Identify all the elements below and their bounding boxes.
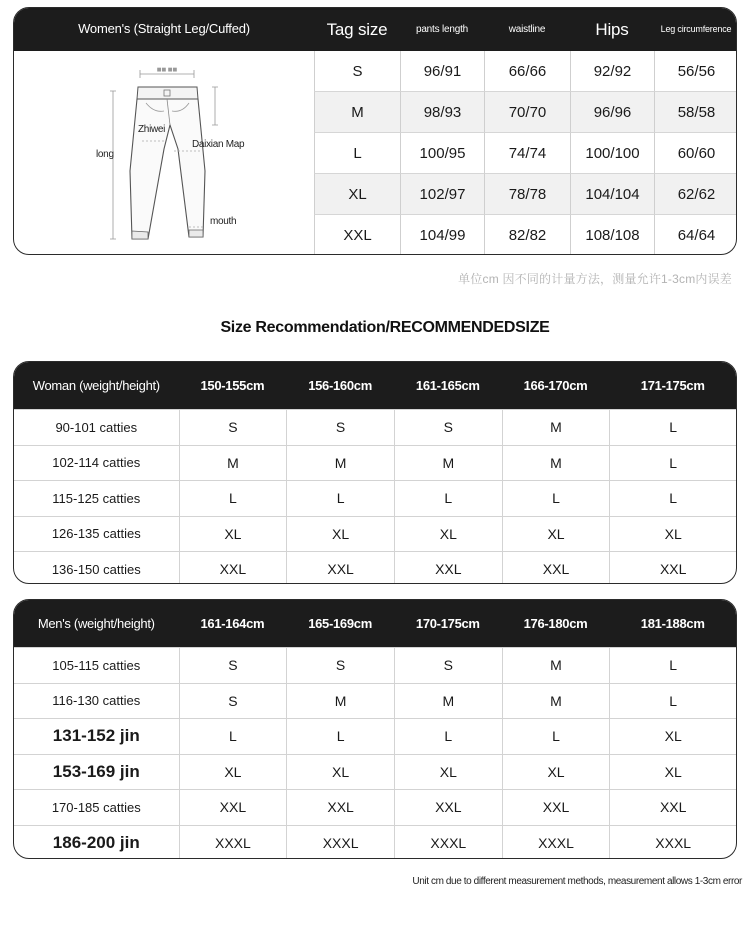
women-size-cell: S <box>179 410 287 445</box>
men-size-cell: L <box>609 648 736 683</box>
women-table-header <box>14 362 736 409</box>
measurement-cell-length: 104/99 <box>400 215 484 255</box>
women-size-cell: XL <box>286 517 394 552</box>
measurement-cell-waist: 70/70 <box>484 92 570 133</box>
men-weight-cell: 116-130 catties <box>52 693 141 709</box>
header-waistline: waistline <box>508 23 546 35</box>
men-size-cell: S <box>286 648 394 683</box>
women-height-header: 171-175cm <box>640 378 705 393</box>
header-pants-length: pants length <box>415 23 469 35</box>
measurement-cell-hips: 100/100 <box>570 133 654 174</box>
women-size-cell: M <box>502 410 610 445</box>
header-leg-circumference: Leg circumference <box>660 24 732 35</box>
measurement-cell-length: 98/93 <box>400 92 484 133</box>
measurement-row <box>314 215 737 255</box>
women-height-header: 150-155cm <box>200 378 265 393</box>
women-weight-cell: 115-125 catties <box>52 490 141 506</box>
measurement-cell-waist: 74/74 <box>484 133 570 174</box>
women-size-cell: M <box>394 446 502 481</box>
women-size-cell: L <box>609 481 736 516</box>
men-size-cell: XXL <box>609 790 736 825</box>
women-size-cell: L <box>179 481 287 516</box>
men-table-row <box>14 754 736 790</box>
men-size-cell: M <box>394 684 502 719</box>
men-size-cell: XXXL <box>609 826 736 860</box>
men-size-cell: XL <box>609 755 736 790</box>
men-size-cell: L <box>286 719 394 754</box>
women-weight-cell: 90-101 catties <box>55 419 138 435</box>
label-daixian-map: Daixian Map <box>192 139 245 150</box>
men-size-cell: S <box>394 648 502 683</box>
measurement-cell-waist: 66/66 <box>484 51 570 92</box>
measurement-cell-hips: 92/92 <box>570 51 654 92</box>
measurement-cell-leg: 62/62 <box>654 174 737 215</box>
men-size-cell: M <box>286 684 394 719</box>
men-size-cell: XL <box>609 719 736 754</box>
men-size-cell: L <box>179 719 287 754</box>
men-height-header: 170-175cm <box>415 616 480 631</box>
footer-note: Unit cm due to different measurement methods, measurement allows 1-3cm error <box>412 876 742 887</box>
women-height-header: 156-160cm <box>308 378 372 393</box>
women-size-cell: XL <box>609 517 736 552</box>
measurement-cell-hips: 104/104 <box>570 174 654 215</box>
women-size-cell: XL <box>502 517 610 552</box>
header-tag-size: Tag size <box>326 19 388 39</box>
men-size-cell: XL <box>394 755 502 790</box>
measurement-cell-length: 100/95 <box>400 133 484 174</box>
men-size-cell: XXXL <box>502 826 610 860</box>
men-size-cell: XXXL <box>286 826 394 860</box>
measurement-row <box>314 92 737 133</box>
style-title: Women's (Straight Leg/Cuffed) <box>78 21 250 37</box>
women-size-cell: L <box>286 481 394 516</box>
men-size-cell: M <box>502 684 610 719</box>
men-table-row <box>14 718 736 754</box>
men-size-cell: M <box>502 648 610 683</box>
women-size-cell: XXL <box>394 552 502 584</box>
measurement-cell-waist: 78/78 <box>484 174 570 215</box>
men-height-header: 165-169cm <box>308 616 372 631</box>
women-size-cell: XL <box>179 517 287 552</box>
women-size-cell: XXL <box>179 552 287 584</box>
measurement-chart <box>13 7 737 255</box>
measurement-cell-leg: 64/64 <box>654 215 737 255</box>
men-size-cell: XL <box>179 755 287 790</box>
women-size-cell: XXL <box>502 552 610 584</box>
header-hips: Hips <box>595 19 629 39</box>
men-weight-cell: 131-152 jin <box>52 726 140 746</box>
women-size-table <box>13 361 737 584</box>
recommend-title: Size Recommendation/RECOMMENDEDSIZE <box>220 319 550 336</box>
women-height-header: 166-170cm <box>523 378 588 393</box>
label-zhiwei: Zhiwei <box>138 124 166 135</box>
women-weight-cell: 102-114 catties <box>52 455 141 471</box>
men-size-cell: XXXL <box>394 826 502 860</box>
women-size-cell: M <box>179 446 287 481</box>
women-weight-cell: 136-150 catties <box>51 561 141 577</box>
measurement-cell-length: 102/97 <box>400 174 484 215</box>
men-size-cell: XXL <box>179 790 287 825</box>
women-size-cell: L <box>394 481 502 516</box>
men-table-row <box>14 647 736 683</box>
men-height-header: 181-188cm <box>640 616 705 631</box>
men-table-body <box>14 647 736 859</box>
measurement-table <box>314 51 737 255</box>
men-weight-cell: 186-200 jin <box>52 832 140 852</box>
measurement-cell-hips: 108/108 <box>570 215 654 255</box>
men-table-row <box>14 683 736 719</box>
women-size-cell: S <box>394 410 502 445</box>
women-size-cell: XXL <box>609 552 736 584</box>
pants-outline-icon <box>14 51 314 255</box>
men-weight-cell: 105-115 catties <box>52 657 141 673</box>
measurement-cell-length: 96/91 <box>400 51 484 92</box>
men-size-cell: S <box>179 648 287 683</box>
men-size-cell: L <box>394 719 502 754</box>
women-size-cell: XXL <box>286 552 394 584</box>
women-size-cell: S <box>286 410 394 445</box>
measurement-cell-size: S <box>314 51 400 92</box>
svg-text:■■ ■■: ■■ ■■ <box>156 67 178 73</box>
measurement-row <box>314 51 737 92</box>
men-size-cell: XXL <box>502 790 610 825</box>
men-table-row <box>14 825 736 860</box>
women-size-cell: L <box>609 410 736 445</box>
measurement-row <box>314 133 737 174</box>
measurement-cell-leg: 56/56 <box>654 51 737 92</box>
men-size-cell: XXXL <box>179 826 287 860</box>
men-size-cell: XL <box>502 755 610 790</box>
men-header-label: Men's (weight/height) <box>37 616 155 631</box>
women-table-row <box>14 551 736 584</box>
measurement-note-cn: 单位cm 因不同的计量方法，测量允许1-3cm内误差 <box>458 272 732 286</box>
label-long: long <box>96 149 114 160</box>
label-mouth: mouth <box>210 216 237 227</box>
women-table-body <box>14 409 736 584</box>
men-size-cell: L <box>502 719 610 754</box>
men-size-table <box>13 599 737 859</box>
women-table-row <box>14 409 736 445</box>
men-size-cell: XXL <box>286 790 394 825</box>
measurement-cell-leg: 60/60 <box>654 133 737 174</box>
women-height-header: 161-165cm <box>415 378 480 393</box>
men-height-header: 161-164cm <box>200 616 265 631</box>
men-size-cell: XL <box>286 755 394 790</box>
women-size-cell: XL <box>394 517 502 552</box>
women-table-row <box>14 516 736 552</box>
men-size-cell: L <box>609 684 736 719</box>
women-table-row <box>14 480 736 516</box>
measurement-cell-size: L <box>314 133 400 174</box>
men-size-cell: XXL <box>394 790 502 825</box>
men-weight-cell: 153-169 jin <box>52 761 140 781</box>
women-table-row <box>14 445 736 481</box>
measurement-cell-size: M <box>314 92 400 133</box>
measurement-row <box>314 174 737 215</box>
measurement-cell-size: XL <box>314 174 400 215</box>
women-size-cell: L <box>502 481 610 516</box>
men-size-cell: S <box>179 684 287 719</box>
measurement-cell-size: XXL <box>314 215 400 255</box>
women-header-label: Woman (weight/height) <box>32 378 160 393</box>
men-table-header <box>14 600 736 647</box>
pants-diagram <box>14 51 314 255</box>
women-size-cell: L <box>609 446 736 481</box>
women-weight-cell: 126-135 catties <box>51 526 141 542</box>
measurement-cell-leg: 58/58 <box>654 92 737 133</box>
men-table-row <box>14 789 736 825</box>
women-size-cell: M <box>502 446 610 481</box>
measurement-cell-waist: 82/82 <box>484 215 570 255</box>
measurement-cell-hips: 96/96 <box>570 92 654 133</box>
men-height-header: 176-180cm <box>523 616 588 631</box>
measurement-header <box>14 8 736 51</box>
men-weight-cell: 170-185 catties <box>51 799 141 815</box>
women-size-cell: M <box>286 446 394 481</box>
